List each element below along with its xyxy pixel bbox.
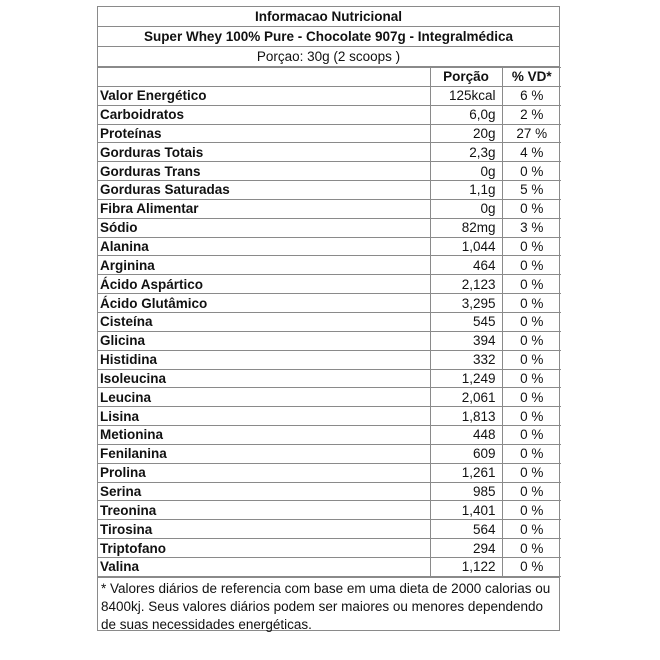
nutrient-name: Isoleucina bbox=[98, 369, 430, 388]
table-row bbox=[98, 331, 561, 350]
table-row bbox=[98, 444, 561, 463]
nutrient-name: Fenilanina bbox=[98, 444, 430, 463]
table-header-row bbox=[98, 68, 561, 87]
nutrient-amount: 1,813 bbox=[430, 407, 502, 426]
nutrient-daily-value: 0 % bbox=[502, 350, 561, 369]
nutrient-name: Gorduras Totais bbox=[98, 143, 430, 162]
table-row bbox=[98, 237, 561, 256]
nutrient-daily-value: 4 % bbox=[502, 143, 561, 162]
nutrition-table bbox=[98, 67, 561, 577]
nutrient-amount: 609 bbox=[430, 444, 502, 463]
nutrient-amount: 448 bbox=[430, 426, 502, 445]
nutrient-name: Arginina bbox=[98, 256, 430, 275]
nutrient-amount: 2,061 bbox=[430, 388, 502, 407]
nutrient-daily-value: 0 % bbox=[502, 539, 561, 558]
nutrient-amount: 394 bbox=[430, 331, 502, 350]
table-row bbox=[98, 407, 561, 426]
nutrient-name: Gorduras Saturadas bbox=[98, 181, 430, 200]
nutrient-name: Sódio bbox=[98, 218, 430, 237]
nutrient-daily-value: 0 % bbox=[502, 294, 561, 313]
table-row bbox=[98, 482, 561, 501]
nutrient-amount: 125kcal bbox=[430, 86, 502, 105]
nutrient-name: Gorduras Trans bbox=[98, 162, 430, 181]
table-row bbox=[98, 105, 561, 124]
nutrient-daily-value: 0 % bbox=[502, 444, 561, 463]
nutrient-daily-value: 0 % bbox=[502, 482, 561, 501]
nutrient-daily-value: 0 % bbox=[502, 275, 561, 294]
nutrient-daily-value: 27 % bbox=[502, 124, 561, 143]
table-row bbox=[98, 124, 561, 143]
nutrient-amount: 1,122 bbox=[430, 557, 502, 576]
nutrient-amount: 332 bbox=[430, 350, 502, 369]
nutrient-amount: 985 bbox=[430, 482, 502, 501]
nutrient-name: Valor Energético bbox=[98, 86, 430, 105]
nutrient-daily-value: 6 % bbox=[502, 86, 561, 105]
nutrient-name: Ácido Aspártico bbox=[98, 275, 430, 294]
nutrient-amount: 1,044 bbox=[430, 237, 502, 256]
nutrient-amount: 2,3g bbox=[430, 143, 502, 162]
nutrient-amount: 1,1g bbox=[430, 181, 502, 200]
nutrient-name: Cisteína bbox=[98, 312, 430, 331]
nutrient-amount: 294 bbox=[430, 539, 502, 558]
nutrient-daily-value: 0 % bbox=[502, 369, 561, 388]
nutrient-daily-value: 0 % bbox=[502, 162, 561, 181]
table-row bbox=[98, 520, 561, 539]
table-row bbox=[98, 181, 561, 200]
nutrient-name: Histidina bbox=[98, 350, 430, 369]
table-row bbox=[98, 294, 561, 313]
nutrient-amount: 464 bbox=[430, 256, 502, 275]
nutrient-daily-value: 0 % bbox=[502, 520, 561, 539]
nutrient-daily-value: 0 % bbox=[502, 426, 561, 445]
table-row bbox=[98, 275, 561, 294]
portion-column-header: Porção bbox=[430, 68, 502, 87]
nutrient-daily-value: 3 % bbox=[502, 218, 561, 237]
table-row bbox=[98, 218, 561, 237]
nutrient-amount: 3,295 bbox=[430, 294, 502, 313]
table-row bbox=[98, 501, 561, 520]
table-row bbox=[98, 369, 561, 388]
nutrient-amount: 0g bbox=[430, 162, 502, 181]
nutrient-daily-value: 5 % bbox=[502, 181, 561, 200]
table-row bbox=[98, 388, 561, 407]
dv-column-header: % VD* bbox=[502, 68, 561, 87]
nutrient-amount: 0g bbox=[430, 199, 502, 218]
nutrient-name: Tirosina bbox=[98, 520, 430, 539]
nutrient-name: Alanina bbox=[98, 237, 430, 256]
table-row bbox=[98, 312, 561, 331]
serving-size: Porçao: 30g (2 scoops ) bbox=[98, 47, 559, 67]
nutrient-name: Proteínas bbox=[98, 124, 430, 143]
nutrient-amount: 1,401 bbox=[430, 501, 502, 520]
nutrient-column-header bbox=[98, 68, 430, 87]
nutrient-name: Leucina bbox=[98, 388, 430, 407]
table-row bbox=[98, 86, 561, 105]
nutrient-daily-value: 0 % bbox=[502, 463, 561, 482]
nutrient-name: Metionina bbox=[98, 426, 430, 445]
nutrient-name: Valina bbox=[98, 557, 430, 576]
nutrient-name: Lisina bbox=[98, 407, 430, 426]
table-row bbox=[98, 463, 561, 482]
footnote: * Valores diários de referencia com base em uma dieta de 2000 calorias ou 8400kj. Seus valores diários podem ser maiores ou menores dependendo de suas necessidades energéticas. bbox=[98, 577, 559, 636]
nutrient-daily-value: 2 % bbox=[502, 105, 561, 124]
nutrient-daily-value: 0 % bbox=[502, 312, 561, 331]
nutrient-name: Serina bbox=[98, 482, 430, 501]
nutrient-amount: 545 bbox=[430, 312, 502, 331]
nutrient-name: Fibra Alimentar bbox=[98, 199, 430, 218]
nutrient-name: Prolina bbox=[98, 463, 430, 482]
nutrient-name: Treonina bbox=[98, 501, 430, 520]
nutrient-daily-value: 0 % bbox=[502, 557, 561, 576]
nutrient-amount: 564 bbox=[430, 520, 502, 539]
nutrient-amount: 6,0g bbox=[430, 105, 502, 124]
table-row bbox=[98, 143, 561, 162]
nutrient-amount: 1,261 bbox=[430, 463, 502, 482]
nutrient-daily-value: 0 % bbox=[502, 199, 561, 218]
nutrient-daily-value: 0 % bbox=[502, 256, 561, 275]
nutrient-amount: 82mg bbox=[430, 218, 502, 237]
nutrition-facts-panel bbox=[97, 6, 560, 631]
nutrient-daily-value: 0 % bbox=[502, 331, 561, 350]
table-row bbox=[98, 256, 561, 275]
table-row bbox=[98, 426, 561, 445]
nutrient-name: Glicina bbox=[98, 331, 430, 350]
table-row bbox=[98, 557, 561, 576]
nutrient-amount: 1,249 bbox=[430, 369, 502, 388]
nutrient-name: Ácido Glutâmico bbox=[98, 294, 430, 313]
nutrient-daily-value: 0 % bbox=[502, 501, 561, 520]
nutrient-daily-value: 0 % bbox=[502, 388, 561, 407]
nutrient-name: Carboidratos bbox=[98, 105, 430, 124]
table-row bbox=[98, 162, 561, 181]
table-row bbox=[98, 199, 561, 218]
panel-title: Informacao Nutricional bbox=[98, 7, 559, 27]
product-name: Super Whey 100% Pure - Chocolate 907g - Integralmédica bbox=[98, 27, 559, 47]
nutrient-name: Triptofano bbox=[98, 539, 430, 558]
nutrient-amount: 20g bbox=[430, 124, 502, 143]
nutrient-daily-value: 0 % bbox=[502, 407, 561, 426]
nutrient-daily-value: 0 % bbox=[502, 237, 561, 256]
table-row bbox=[98, 350, 561, 369]
nutrient-amount: 2,123 bbox=[430, 275, 502, 294]
table-row bbox=[98, 539, 561, 558]
